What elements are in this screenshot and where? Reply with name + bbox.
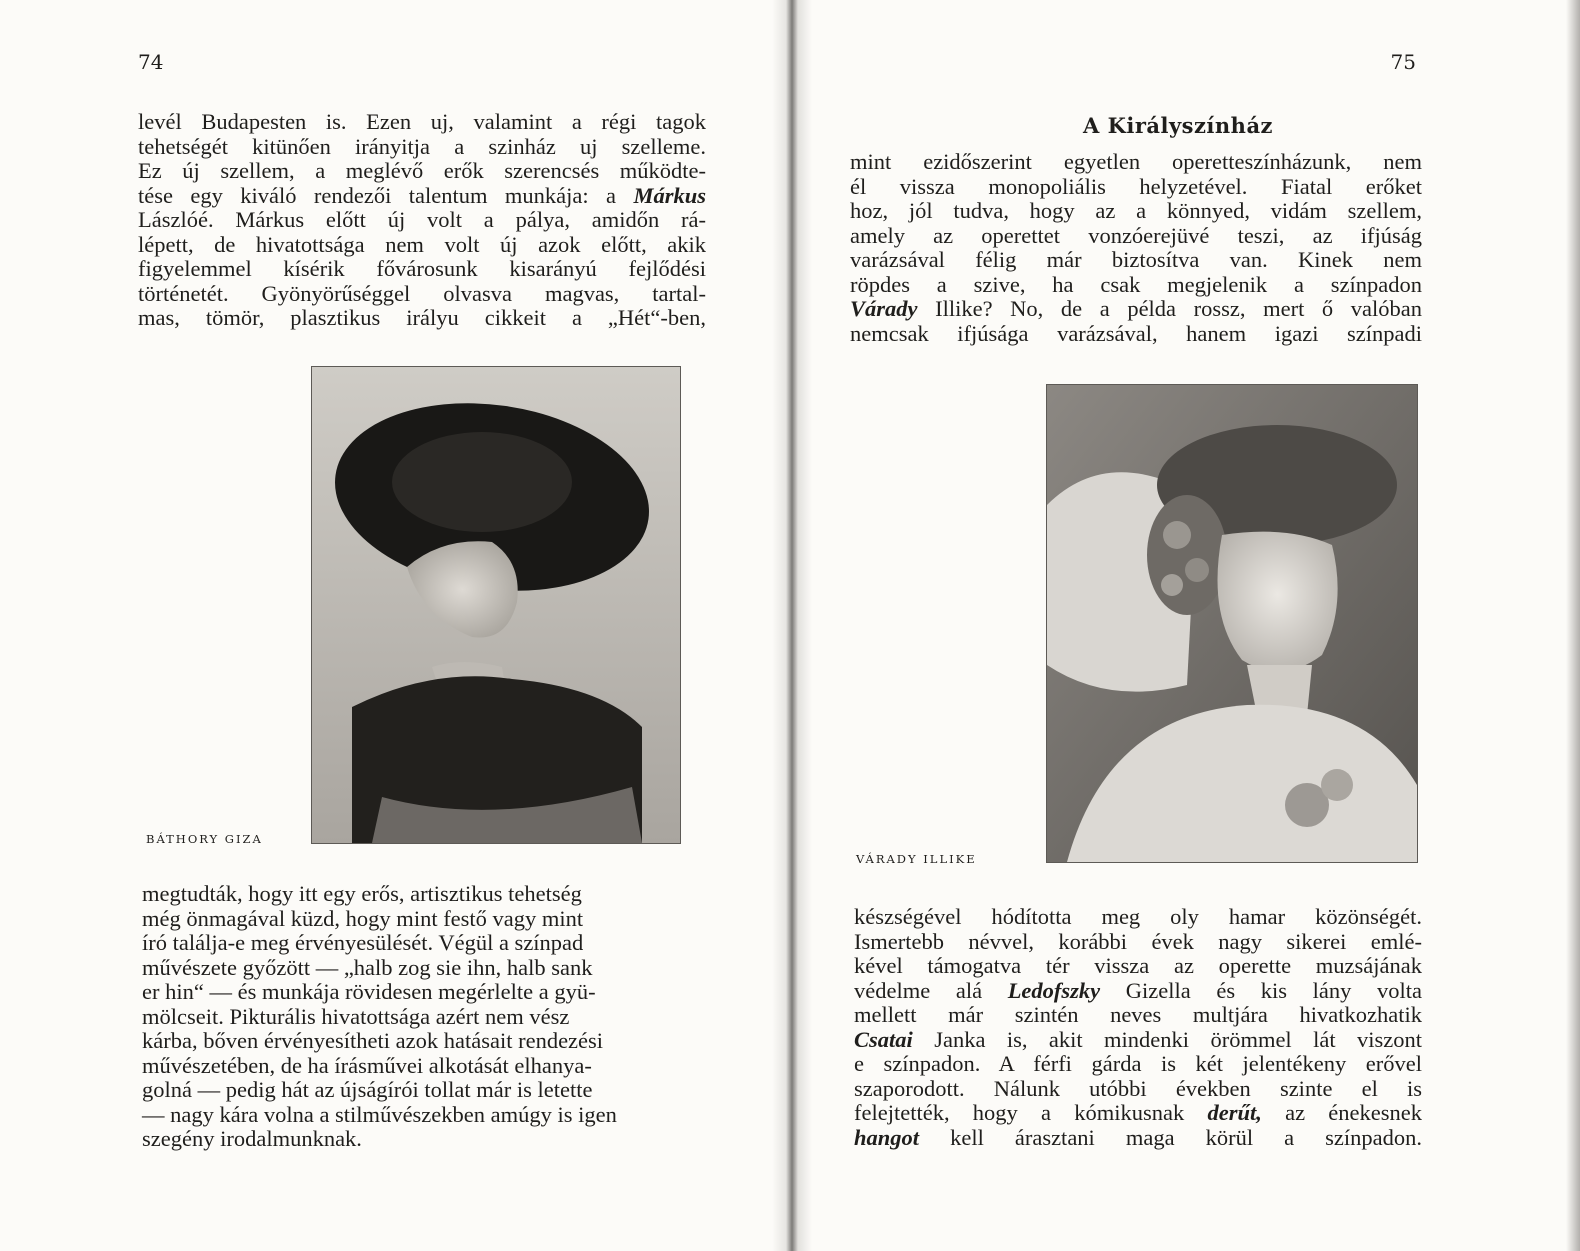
text-line: — nagy kára volna a stilművészekben amúgy is igen (142, 1101, 617, 1127)
right-bottom-paragraph (854, 905, 1422, 1150)
text-line-part: felejtették, hogy a kómikusnak (854, 1100, 1185, 1125)
text-line: kével támogatva tér vissza az operette muzsájának (854, 953, 1422, 978)
text-line: író találja-e meg érvényesülését. Végül a színpad (142, 930, 584, 955)
text-line: történetét. Gyönyörűséggel olvasva magvas, tartal- (138, 280, 706, 306)
text-line: er hin“ — és munkája rövidesen megérlelte a gyü- (142, 979, 596, 1004)
italic-name-csatai: Csatai (854, 1026, 913, 1052)
italic-word-hangot: hangot (854, 1124, 920, 1150)
text-line (854, 1101, 1422, 1126)
italic-name-varady: Várady (850, 296, 918, 321)
caption-bathory-giza: BÁTHORY GIZA (146, 832, 263, 846)
caption-varady-illike: VÁRADY ILLIKE (856, 852, 977, 866)
text-line: Ez új szellem, a meglévő erők szerencsés működte- (138, 158, 706, 183)
chapter-title: A Királyszínház (1083, 113, 1273, 138)
text-line: mas, tömör, plasztikus irályu cikkeit a „Hét“-ben, (138, 305, 706, 330)
italic-name-ledofszky: Ledofszky (1007, 977, 1101, 1003)
text-line (854, 1028, 1422, 1053)
text-line: levél Budapesten is. Ezen uj, valamint a régi tagok (138, 109, 706, 134)
photo-varady-illike (1046, 384, 1418, 863)
text-line-part: az énekesnek (1285, 1100, 1422, 1125)
text-line: mint ezidőszerint egyetlen operetteszínházunk, nem (850, 149, 1422, 174)
text-line: lépett, de hivatottsága nem volt új azok előtt, akik (138, 231, 706, 257)
text-line-part: Janka is, akit mindenki örömmel lát viszont (934, 1026, 1423, 1052)
text-line: nemcsak ifjúsága varázsával, hanem igazi színpadi (850, 320, 1422, 346)
portrait-woman-flowers-illustration (1047, 385, 1417, 862)
page-edge-shadow (1566, 0, 1580, 1251)
text-line (850, 297, 1422, 322)
text-line: még önmagával küzd, hogy mint festő vagy mint (142, 905, 584, 931)
photo-bathory-giza (311, 366, 681, 844)
text-line: varázsával félig már biztosítva van. Kinek nem (850, 247, 1422, 272)
text-line: amely az operettet vonzóerejüvé teszi, az ifjúság (850, 222, 1422, 248)
page-number-right: 75 (1390, 50, 1416, 74)
text-line: szegény irodalmunknak. (142, 1126, 362, 1151)
portrait-woman-hat-illustration (312, 367, 680, 843)
italic-word-derut: derűt, (1207, 1100, 1262, 1125)
text-line: Ismertebb névvel, korábbi évek nagy sikerei emlé- (854, 928, 1422, 954)
right-top-paragraph (850, 150, 1422, 346)
text-line-part: tése egy kiváló rendezői talentum munkája: a (138, 182, 617, 208)
text-line: szaporodott. Nálunk utóbbi években szinte el is (854, 1075, 1422, 1101)
text-line-part: kell árasztani maga körül a színpadon. (950, 1124, 1423, 1150)
text-line: e színpadon. A férfi gárda is két jelentékeny erővel (854, 1051, 1422, 1076)
text-line (854, 1126, 1422, 1151)
text-line: művészete győzött — „halb zog sie ihn, halb sank (142, 954, 593, 980)
text-line-part: védelme alá (854, 977, 983, 1003)
text-line: golná — pedig hát az újságírói tollat már is letette (142, 1077, 593, 1102)
text-line: hoz, jól tudva, hogy az a könnyed, vidám szellem, (850, 198, 1422, 223)
book-gutter-shadow (772, 0, 812, 1251)
left-page (0, 0, 788, 1251)
left-top-paragraph (138, 110, 706, 331)
text-line: Lászlóé. Márkus előtt új volt a pálya, amidőn rá- (138, 207, 706, 232)
text-line: él vissza monopoliális helyzetével. Fiatal erőket (850, 173, 1422, 199)
italic-name-markus: Márkus (633, 182, 706, 208)
text-line: készségével hódította meg oly hamar közönségét. (854, 904, 1422, 929)
text-line: művészetében, de ha írásművei alkotását elhanya- (142, 1052, 592, 1078)
page-number-left: 74 (138, 50, 164, 74)
text-line: röpdes a szive, ha csak megjelenik a színpadon (850, 271, 1422, 297)
text-line: mölcseit. Pikturális hivatottsága azért nem vész (142, 1003, 570, 1029)
text-line (854, 979, 1422, 1004)
left-bottom-paragraph (142, 882, 710, 1152)
text-line-part: Illike? No, de a példa rossz, mert ő valóban (935, 296, 1423, 321)
text-line-part: Gizella és kis lány volta (1125, 977, 1422, 1003)
text-line: mellett már szintén neves multjára hivatkozhatik (854, 1002, 1422, 1027)
text-line: megtudták, hogy itt egy erős, artisztikus tehetség (142, 881, 582, 906)
text-line: figyelemmel kísérik fővárosunk kisarányú fejlődési (138, 256, 706, 281)
text-line: kárba, bőven érvényesítheti azok hatásait rendezési (142, 1028, 604, 1053)
text-line (138, 184, 706, 209)
right-page (788, 0, 1580, 1251)
text-line: tehetségét kitünően irányitja a szinház uj szelleme. (138, 133, 706, 159)
